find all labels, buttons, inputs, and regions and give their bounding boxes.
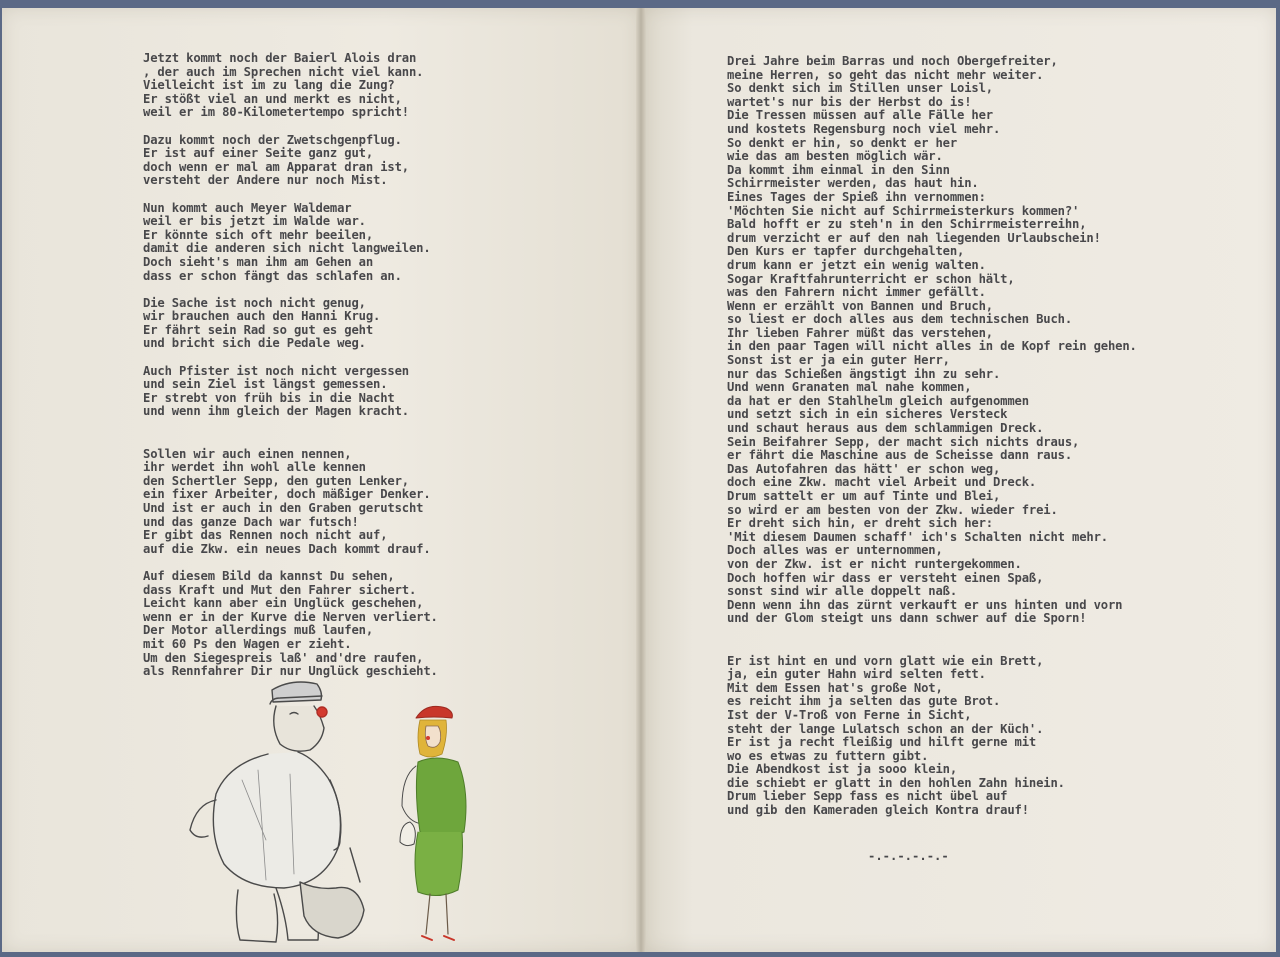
verse-line: Er strebt von früh bis in die Nacht — [143, 390, 395, 405]
stanza — [143, 52, 438, 120]
verse-line: Da kommt ihm einmal in den Sinn — [727, 162, 950, 177]
verse-line: Doch alles was er unternommen, — [727, 543, 943, 558]
verse-line: steht der lange Lulatsch schon an der Küch'. — [727, 721, 1044, 736]
verse-line: Die Sache ist noch nicht genug, — [143, 295, 366, 310]
verse-line: Eines Tages der Spieß ihn vernommen: — [727, 189, 986, 204]
verse-line: Bald hofft er zu steh'n in den Schirrmeisterreihn, — [727, 217, 1087, 232]
verse-line: Er dreht sich hin, er dreht sich her: — [727, 516, 993, 531]
verse-line: wartet's nur bis der Herbst do is! — [727, 94, 972, 109]
verse-line: Dazu kommt noch der Zwetschgenpflug. — [143, 132, 402, 147]
verse-line: und das ganze Dach war futsch! — [143, 514, 359, 529]
verse-line: es reicht ihm ja selten das gute Brot. — [727, 694, 1001, 709]
book-gutter — [636, 8, 646, 952]
verse-line: den Schertler Sepp, den guten Lenker, — [143, 473, 409, 488]
soldier-figure — [190, 682, 364, 942]
verse-line: Er ist hint en und vorn glatt wie ein Brett, — [727, 653, 1044, 668]
verse-line: und setzt sich in ein sicheres Versteck — [727, 407, 1008, 422]
verse-line: so liest er doch alles aus dem technischen Buch. — [727, 312, 1072, 327]
verse-line: wenn er in der Kurve die Nerven verliert. — [143, 609, 438, 624]
stanza — [727, 655, 1137, 818]
verse-line: Er könnte sich oft mehr beeilen, — [143, 227, 373, 242]
verse-line: Das Autofahren das hätt' er schon weg, — [727, 461, 1001, 476]
verse-line: So denkt er hin, so denkt er her — [727, 135, 957, 150]
stanza — [143, 297, 438, 351]
verse-line: und sein Ziel ist längst gemessen. — [143, 377, 388, 392]
stanza-gap — [727, 640, 1137, 655]
verse-line: Sein Beifahrer Sepp, der macht sich nichts draus, — [727, 434, 1080, 449]
verse-line: er fährt die Maschine aus de Scheisse dann raus. — [727, 448, 1072, 463]
verse-line: wir brauchen auch den Hanni Krug. — [143, 309, 381, 324]
verse-line: so wird er am besten von der Zkw. wieder frei. — [727, 502, 1058, 517]
verse-line: dass Kraft und Mut den Fahrer sichert. — [143, 582, 417, 597]
stanza — [143, 570, 438, 679]
verse-line: Drei Jahre beim Barras und noch Obergefreiter, — [727, 54, 1058, 68]
stanza — [143, 134, 438, 188]
cartoon-illustration — [180, 670, 520, 955]
verse-line: als Rennfahrer Dir nur Unglück geschieht. — [143, 664, 438, 679]
verse-line: Sonst ist er ja ein guter Herr, — [727, 353, 950, 368]
stanza — [143, 365, 438, 419]
verse-line: Mit dem Essen hat's große Not, — [727, 680, 943, 695]
verse-line: meine Herren, so geht das nicht mehr weiter. — [727, 67, 1044, 82]
verse-line: sonst sind wir alle doppelt naß. — [727, 584, 957, 599]
stanza — [727, 55, 1137, 626]
verse-line: da hat er den Stahlhelm gleich aufgenommen — [727, 393, 1029, 408]
verse-line: Ist der V-Troß von Ferne in Sicht, — [727, 707, 972, 722]
verse-line: dass er schon fängt das schlafen an. — [143, 268, 402, 283]
verse-line: 'Möchten Sie nicht auf Schirrmeisterkurs kommen?' — [727, 203, 1080, 218]
verse-line: damit die anderen sich nicht langweilen. — [143, 241, 431, 256]
verse-line: in den paar Tagen will nicht alles in de Kopf rein gehen. — [727, 339, 1137, 354]
verse-line: Nun kommt auch Meyer Waldemar — [143, 200, 352, 215]
verse-line: von der Zkw. ist er nicht runtergekommen. — [727, 556, 1022, 571]
verse-line: , der auch im Sprechen nicht viel kann. — [143, 64, 424, 79]
stanza — [143, 202, 438, 284]
verse-line: auf die Zkw. ein neues Dach kommt drauf. — [143, 541, 431, 556]
verse-line: Er stößt viel an und merkt es nicht, — [143, 91, 402, 106]
verse-line: Doch sieht's man ihm am Gehen an — [143, 254, 373, 269]
verse-line: weil er bis jetzt im Walde war. — [143, 214, 366, 229]
verse-line: Der Motor allerdings muß laufen, — [143, 623, 373, 638]
stanza-gap — [143, 433, 438, 448]
verse-line: So denkt sich im Stillen unser Loisl, — [727, 81, 993, 96]
verse-line: doch eine Zkw. macht viel Arbeit und Dreck. — [727, 475, 1037, 490]
verse-line: und schaut heraus aus dem schlammigen Dreck. — [727, 421, 1044, 436]
verse-line: Und ist er auch in den Graben gerutscht — [143, 501, 424, 515]
verse-line: weil er im 80-Kilometertempo spricht! — [143, 105, 409, 120]
verse-line: was den Fahrern nicht immer gefällt. — [727, 285, 986, 300]
verse-line: wie das am besten möglich wär. — [727, 149, 943, 164]
verse-line: Denn wenn ihn das zürnt verkauft er uns hinten und vorn — [727, 597, 1123, 612]
verse-line: Leicht kann aber ein Unglück geschehen, — [143, 596, 424, 611]
verse-line: Er ist ja recht fleißig und hilft gerne mit — [727, 735, 1037, 750]
right-page-text — [727, 55, 1137, 831]
verse-line: und wenn ihm gleich der Magen kracht. — [143, 404, 409, 419]
verse-line: drum verzicht er auf den nah liegenden Urlaubschein! — [727, 230, 1101, 245]
stanza — [143, 448, 438, 557]
verse-line: ihr werdet ihn wohl alle kennen — [143, 460, 366, 475]
verse-line: Um den Siegespreis laß' and'dre raufen, — [143, 650, 424, 665]
verse-line: Die Abendkost ist ja sooo klein, — [727, 762, 957, 777]
woman-figure — [400, 706, 466, 940]
verse-line: Er gibt das Rennen noch nicht auf, — [143, 528, 388, 543]
verse-line: 'Mit diesem Daumen schaff' ich's Schalten nicht mehr. — [727, 529, 1108, 544]
verse-line: Sollen wir auch einen nennen, — [143, 446, 352, 461]
verse-line: nur das Schießen ängstigt ihn zu sehr. — [727, 366, 1001, 381]
verse-line: Er ist auf einer Seite ganz gut, — [143, 146, 373, 161]
verse-line: Ihr lieben Fahrer müßt das verstehen, — [727, 325, 993, 340]
verse-line: die schiebt er glatt in den hohlen Zahn hinein. — [727, 775, 1065, 790]
left-page-text — [143, 52, 438, 692]
verse-line: Wenn er erzählt von Bannen und Bruch, — [727, 298, 993, 313]
verse-line: und der Glom steigt uns dann schwer auf die Sporn! — [727, 611, 1087, 626]
verse-line: Und wenn Granaten mal nahe kommen, — [727, 380, 972, 395]
verse-line: Den Kurs er tapfer durchgehalten, — [727, 244, 965, 259]
verse-line: Die Tressen müssen auf alle Fälle her — [727, 108, 993, 123]
verse-line: ja, ein guter Hahn wird selten fett. — [727, 667, 986, 682]
verse-line: ein fixer Arbeiter, doch mäßiger Denker. — [143, 487, 431, 502]
closing-dashes: -.-.-.-.-.- — [868, 849, 949, 863]
verse-line: Auf diesem Bild da kannst Du sehen, — [143, 568, 395, 583]
verse-line: Sogar Kraftfahrunterricht er schon hält, — [727, 271, 1015, 286]
verse-line: Vielleicht ist im zu lang die Zung? — [143, 78, 395, 93]
verse-line: Drum sattelt er um auf Tinte und Blei, — [727, 489, 1001, 503]
verse-line: Auch Pfister ist noch nicht vergessen — [143, 363, 409, 378]
verse-line: und kostets Regensburg noch viel mehr. — [727, 121, 1001, 136]
verse-line: doch wenn er mal am Apparat dran ist, — [143, 159, 409, 174]
verse-line: Schirrmeister werden, das haut hin. — [727, 176, 979, 191]
verse-line: Drum lieber Sepp fass es nicht übel auf — [727, 789, 1008, 804]
verse-line: und bricht sich die Pedale weg. — [143, 336, 366, 351]
verse-line: Er fährt sein Rad so gut es geht — [143, 322, 373, 337]
verse-line: drum kann er jetzt ein wenig walten. — [727, 257, 986, 272]
verse-line: Doch hoffen wir dass er versteht einen Spaß, — [727, 570, 1044, 585]
verse-line: und gib den Kameraden gleich Kontra drauf! — [727, 803, 1029, 818]
verse-line: wo es etwas zu futtern gibt. — [727, 748, 929, 763]
verse-line: versteht der Andere nur noch Mist. — [143, 173, 388, 188]
verse-line: mit 60 Ps den Wagen er zieht. — [143, 636, 352, 651]
verse-line: Jetzt kommt noch der Baierl Alois dran — [143, 51, 417, 65]
